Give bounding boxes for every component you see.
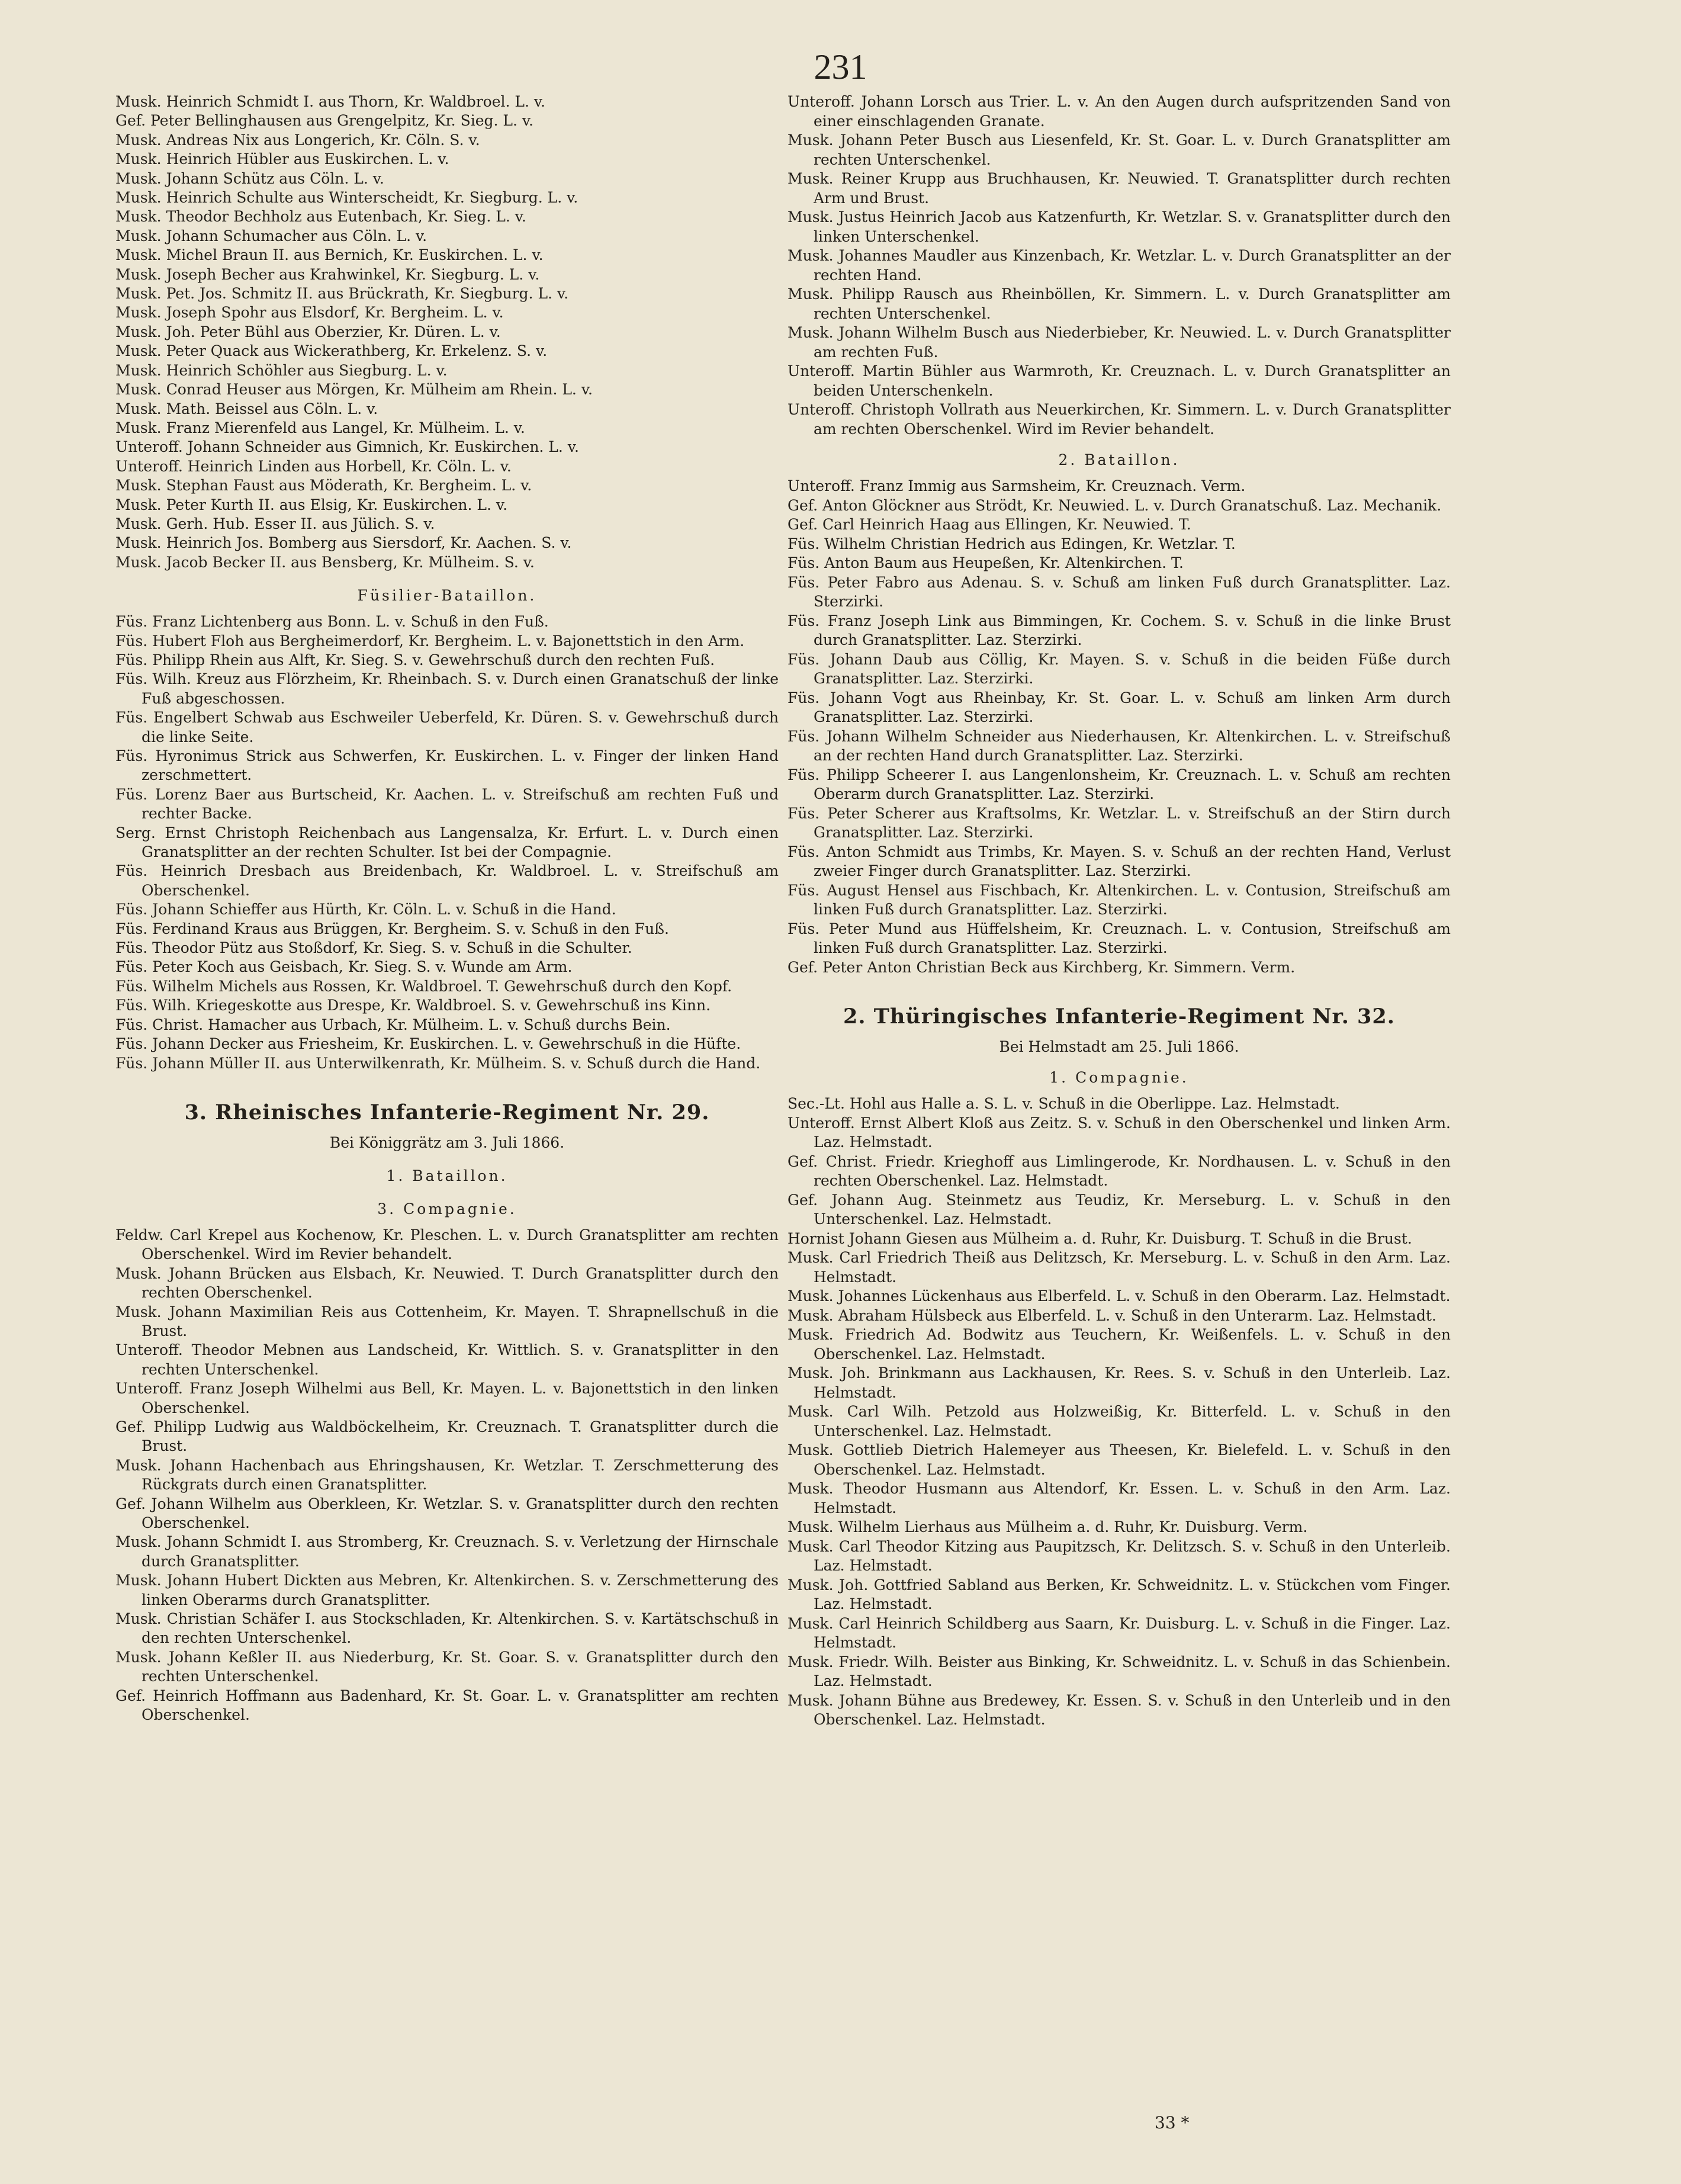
casualty-entry: Füs. Wilhelm Michels aus Rossen, Kr. Waldbroel. T. Gewehrschuß durch den Kopf. <box>115 977 732 995</box>
casualty-entry: Füs. Johann Decker aus Friesheim, Kr. Euskirchen. L. v. Gewehrschuß in die Hüfte. <box>115 1035 741 1053</box>
casualty-entry: Musk. Peter Kurth II. aus Elsig, Kr. Euskirchen. L. v. <box>115 496 508 513</box>
casualty-entry: Füs. Philipp Scheerer I. aus Langenlonsheim, Kr. Creuznach. L. v. Schuß am rechten Oberarm durch Granatsplitter. Laz. Sterzirki. <box>788 766 1451 802</box>
casualty-entry: Füs. Franz Lichtenberg aus Bonn. L. v. Schuß in den Fuß. <box>115 613 549 631</box>
casualty-entry: Musk. Johann Bühne aus Bredewey, Kr. Essen. S. v. Schuß in den Unterleib und in den Oberschenkel. Laz. Helmstadt. <box>788 1691 1451 1728</box>
battalion-2-heading: 2. Bataillon. <box>1058 451 1180 468</box>
casualty-entry: Füs. Hyronimus Strick aus Schwerfen, Kr. Euskirchen. L. v. Finger der linken Hand zerschmettert. <box>115 747 779 784</box>
casualty-entry: Füs. Heinrich Dresbach aus Breidenbach, Kr. Waldbroel. L. v. Streifschuß am Oberschenkel. <box>115 862 779 899</box>
casualty-entry: Musk. Peter Quack aus Wickerathberg, Kr. Erkelenz. S. v. <box>115 342 548 360</box>
casualty-entry: Musk. Friedr. Wilh. Beister aus Binking, Kr. Schweidnitz. L. v. Schuß in das Schienbein. Laz. Helmstadt. <box>788 1653 1451 1690</box>
casualty-entry: Feldw. Carl Krepel aus Kochenow, Kr. Pleschen. L. v. Durch Granatsplitter am rechten Oberschenkel. Wird im Revier behandelt. <box>115 1226 779 1263</box>
casualty-entry: Musk. Joh. Brinkmann aus Lackhausen, Kr. Rees. S. v. Schuß in den Unterleib. Laz. Helmstadt. <box>788 1364 1451 1401</box>
right-column <box>788 92 1451 1730</box>
casualty-entry: Füs. Wilh. Kriegeskotte aus Drespe, Kr. Waldbroel. S. v. Gewehrschuß ins Kinn. <box>115 997 711 1014</box>
casualty-entry: Musk. Philipp Rausch aus Rheinböllen, Kr. Simmern. L. v. Durch Granatsplitter am rechten Unterschenkel. <box>788 285 1451 322</box>
casualty-entry: Musk. Johann Schumacher aus Cöln. L. v. <box>115 227 428 245</box>
casualty-entry: Musk. Pet. Jos. Schmitz II. aus Brückrath, Kr. Siegburg. L. v. <box>115 285 569 303</box>
fusilier-battalion-heading: Füsilier-Bataillon. <box>357 587 537 605</box>
casualty-entry: Musk. Wilhelm Lierhaus aus Mülheim a. d. Ruhr, Kr. Duisburg. Verm. <box>788 1518 1308 1536</box>
casualty-entry: Musk. Franz Mierenfeld aus Langel, Kr. Mülheim. L. v. <box>115 419 525 436</box>
casualty-entry: Füs. Lorenz Baer aus Burtscheid, Kr. Aachen. L. v. Streifschuß am rechten Fuß und rechter Backe. <box>115 785 779 823</box>
casualty-entry: Musk. Heinrich Schmidt I. aus Thorn, Kr. Waldbroel. L. v. <box>115 93 546 110</box>
casualty-entry: Gef. Peter Bellinghausen aus Grengelpitz, Kr. Sieg. L. v. <box>115 112 533 130</box>
casualty-entry: Musk. Johann Hachenbach aus Ehringshausen, Kr. Wetzlar. T. Zerschmetterung des Rückgrats durch einen Granatsplitter. <box>115 1456 779 1494</box>
casualty-entry: Füs. Anton Schmidt aus Trimbs, Kr. Mayen. S. v. Schuß an der rechten Hand, Verlust zweier Finger durch Granatsplitter. Laz. Sterzirki. <box>788 843 1451 879</box>
casualty-entry: Musk. Joseph Becher aus Krahwinkel, Kr. Siegburg. L. v. <box>115 265 540 283</box>
casualty-entry: Musk. Johann Wilhelm Busch aus Niederbieber, Kr. Neuwied. L. v. Durch Granatsplitter am rechten Fuß. <box>788 324 1451 361</box>
casualty-entry: Musk. Abraham Hülsbeck aus Elberfeld. L. v. Schuß in den Unterarm. Laz. Helmstadt. <box>788 1306 1436 1324</box>
casualty-entry: Füs. Hubert Floh aus Bergheimerdorf, Kr. Bergheim. L. v. Bajonettstich in den Arm. <box>115 632 745 650</box>
casualty-entry: Füs. Franz Joseph Link aus Bimmingen, Kr. Cochem. S. v. Schuß in die linke Brust durch Granatsplitter. Laz. Sterzirki. <box>788 612 1451 648</box>
casualty-entry: Unteroff. Johann Schneider aus Gimnich, Kr. Euskirchen. L. v. <box>115 438 579 456</box>
casualty-entry: Gef. Heinrich Hoffmann aus Badenhard, Kr. St. Goar. L. v. Granatsplitter am rechten Oberschenkel. <box>115 1687 779 1724</box>
casualty-entry: Füs. Johann Schieffer aus Hürth, Kr. Cöln. L. v. Schuß in die Hand. <box>115 901 616 918</box>
casualty-entry: Gef. Christ. Friedr. Krieghoff aus Limlingerode, Kr. Nordhausen. L. v. Schuß in den rechten Oberschenkel. Laz. Helmstadt. <box>788 1152 1451 1189</box>
casualty-list-continued <box>788 92 1451 439</box>
casualty-entry: Musk. Johann Hubert Dickten aus Mebren, Kr. Altenkirchen. S. v. Zerschmetterung des linken Oberarms durch Granatsplitter. <box>115 1572 779 1608</box>
casualty-entry: Musk. Johann Peter Busch aus Liesenfeld, Kr. St. Goar. L. v. Durch Granatsplitter am rechten Unterschenkel. <box>788 131 1451 168</box>
casualty-entry: Füs. Johann Wilhelm Schneider aus Niederhausen, Kr. Altenkirchen. L. v. Streifschuß an der rechten Hand durch Granatsplitter. Laz. Sterzirki. <box>788 727 1451 764</box>
casualty-entry: Musk. Math. Beissel aus Cöln. L. v. <box>115 400 378 417</box>
battle-info-helmstadt: Bei Helmstadt am 25. Juli 1866. <box>999 1038 1239 1055</box>
casualty-entry: Musk. Joseph Spohr aus Elsdorf, Kr. Bergheim. L. v. <box>115 304 504 322</box>
casualty-entry: Musk. Heinrich Hübler aus Euskirchen. L. v. <box>115 150 449 168</box>
casualty-entry: Sec.-Lt. Hohl aus Halle a. S. L. v. Schuß in die Oberlippe. Laz. Helmstadt. <box>788 1095 1340 1112</box>
battalion-2-casualty-list <box>788 477 1451 977</box>
battalion-1-heading: 1. Bataillon. <box>386 1167 508 1184</box>
casualty-entry: Unteroff. Johann Lorsch aus Trier. L. v. An den Augen durch aufspritzenden Sand von einer einschlagenden Granate. <box>788 93 1451 130</box>
casualty-entry: Musk. Reiner Krupp aus Bruchhausen, Kr. Neuwied. T. Granatsplitter durch rechten Arm und Brust. <box>788 170 1451 207</box>
casualty-entry: Musk. Heinrich Schöhler aus Siegburg. L. v. <box>115 361 448 379</box>
left-column <box>115 92 779 1724</box>
casualty-entry: Musk. Andreas Nix aus Longerich, Kr. Cöln. S. v. <box>115 131 480 149</box>
casualty-entry: Füs. Philipp Rhein aus Alft, Kr. Sieg. S. v. Gewehrschuß durch den rechten Fuß. <box>115 651 715 669</box>
casualty-entry: Musk. Johannes Lückenhaus aus Elberfeld. L. v. Schuß in den Oberarm. Laz. Helmstadt. <box>788 1287 1451 1305</box>
casualty-entry: Musk. Justus Heinrich Jacob aus Katzenfurth, Kr. Wetzlar. S. v. Granatsplitter durch den linken Unterschenkel. <box>788 208 1451 245</box>
casualty-entry: Unteroff. Martin Bühler aus Warmroth, Kr. Creuznach. L. v. Durch Granatsplitter an beiden Unterschenkeln. <box>788 362 1451 399</box>
casualty-entry: Unteroff. Heinrich Linden aus Horbell, Kr. Cöln. L. v. <box>115 457 512 475</box>
casualty-entry: Musk. Carl Heinrich Schildberg aus Saarn, Kr. Duisburg. L. v. Schuß in die Finger. Laz. Helmstadt. <box>788 1614 1451 1651</box>
casualty-entry: Musk. Carl Theodor Kitzing aus Paupitzsch, Kr. Delitzsch. S. v. Schuß in den Unterleib. Laz. Helmstadt. <box>788 1537 1451 1574</box>
casualty-entry: Gef. Carl Heinrich Haag aus Ellingen, Kr. Neuwied. T. <box>788 516 1191 533</box>
casualty-entry: Musk. Johann Keßler II. aus Niederburg, Kr. St. Goar. S. v. Granatsplitter durch den rechten Unterschenkel. <box>115 1648 779 1685</box>
signature-mark: 33 * <box>1155 2113 1190 2132</box>
casualty-entry: Füs. Anton Baum aus Heupeßen, Kr. Altenkirchen. T. <box>788 554 1184 571</box>
company-3-heading: 3. Compagnie. <box>377 1200 517 1218</box>
casualty-entry: Füs. Johann Vogt aus Rheinbay, Kr. St. Goar. L. v. Schuß am linken Arm durch Granatsplitter. Laz. Sterzirki. <box>788 689 1451 725</box>
casualty-entry: Füs. Peter Scherer aus Kraftsolms, Kr. Wetzlar. L. v. Streifschuß an der Stirn durch Granatsplitter. Laz. Sterzirki. <box>788 804 1451 841</box>
casualty-entry: Musk. Theodor Bechholz aus Eutenbach, Kr. Sieg. L. v. <box>115 208 526 226</box>
casualty-entry: Füs. Peter Mund aus Hüffelsheim, Kr. Creuznach. L. v. Contusion, Streifschuß am linken Fuß durch Granatsplitter. Laz. Sterzirki. <box>788 920 1451 956</box>
casualty-entry: Musk. Theodor Husmann aus Altendorf, Kr. Essen. L. v. Schuß in den Arm. Laz. Helmstadt. <box>788 1480 1451 1517</box>
casualty-entry: Musk. Christian Schäfer I. aus Stockschladen, Kr. Altenkirchen. S. v. Kartätschschuß in den rechten Unterschenkel. <box>115 1610 779 1647</box>
casualty-entry: Unteroff. Franz Immig aus Sarmsheim, Kr. Creuznach. Verm. <box>788 477 1246 494</box>
casualty-entry: Musk. Gottlieb Dietrich Halemeyer aus Theesen, Kr. Bielefeld. L. v. Schuß in den Oberschenkel. Laz. Helmstadt. <box>788 1441 1451 1478</box>
casualty-entry: Musk. Johann Schütz aus Cöln. L. v. <box>115 169 384 187</box>
casualty-entry: Musk. Heinrich Schulte aus Winterscheidt, Kr. Siegburg. L. v. <box>115 189 578 207</box>
company-3-casualty-list <box>115 1226 779 1725</box>
casualty-entry: Füs. Ferdinand Kraus aus Brüggen, Kr. Bergheim. S. v. Schuß in den Fuß. <box>115 920 669 937</box>
casualty-entry: Füs. Peter Fabro aus Adenau. S. v. Schuß am linken Fuß durch Granatsplitter. Laz. Sterzirki. <box>788 573 1451 610</box>
casualty-entry: Musk. Heinrich Jos. Bomberg aus Siersdorf, Kr. Aachen. S. v. <box>115 534 572 552</box>
casualty-entry: Unteroff. Christoph Vollrath aus Neuerkirchen, Kr. Simmern. L. v. Durch Granatsplitter am rechten Oberschenkel. Wird im Revier behandelt. <box>788 401 1451 438</box>
casualty-entry: Gef. Johann Aug. Steinmetz aus Teudiz, Kr. Merseburg. L. v. Schuß in den Unterschenkel. Laz. Helmstadt. <box>788 1191 1451 1228</box>
casualty-entry: Füs. Wilhelm Christian Hedrich aus Edingen, Kr. Wetzlar. T. <box>788 535 1236 553</box>
casualty-entry: Musk. Johannes Maudler aus Kinzenbach, Kr. Wetzlar. L. v. Durch Granatsplitter an der rechten Hand. <box>788 247 1451 284</box>
regiment-29-heading: 3. Rheinisches Infanterie-Regiment Nr. 29. <box>184 1100 710 1125</box>
casualty-entry: Gef. Anton Glöckner aus Strödt, Kr. Neuwied. L. v. Durch Granatschuß. Laz. Mechanik. <box>788 496 1442 514</box>
casualty-entry: Musk. Gerh. Hub. Esser II. aus Jülich. S. v. <box>115 515 435 532</box>
casualty-entry: Füs. August Hensel aus Fischbach, Kr. Altenkirchen. L. v. Contusion, Streifschuß am linken Fuß durch Granatsplitter. Laz. Sterzirki. <box>788 881 1451 918</box>
casualty-entry: Musk. Johann Schmidt I. aus Stromberg, Kr. Creuznach. S. v. Verletzung der Hirnschale durch Granatsplitter. <box>115 1533 779 1570</box>
casualty-list-first-part <box>115 92 779 572</box>
casualty-entry: Serg. Ernst Christoph Reichenbach aus Langensalza, Kr. Erfurt. L. v. Durch einen Granatsplitter an der rechten Schulter. Ist bei der Compagnie. <box>115 824 779 861</box>
casualty-entry: Musk. Johann Brücken aus Elsbach, Kr. Neuwied. T. Durch Granatsplitter durch den rechten Oberschenkel. <box>115 1264 779 1302</box>
casualty-entry: Unteroff. Ernst Albert Kloß aus Zeitz. S. v. Schuß in den Oberschenkel und linken Arm. Laz. Helmstadt. <box>788 1114 1451 1151</box>
casualty-entry: Musk. Joh. Gottfried Sabland aus Berken, Kr. Schweidnitz. L. v. Stückchen vom Finger. Laz. Helmstadt. <box>788 1576 1451 1613</box>
casualty-entry: Gef. Johann Wilhelm aus Oberkleen, Kr. Wetzlar. S. v. Granatsplitter durch den rechten Oberschenkel. <box>115 1495 779 1531</box>
casualty-entry: Füs. Theodor Pütz aus Stoßdorf, Kr. Sieg. S. v. Schuß in die Schulter. <box>115 939 632 957</box>
casualty-entry: Musk. Conrad Heuser aus Mörgen, Kr. Mülheim am Rhein. L. v. <box>115 381 593 399</box>
casualty-entry: Musk. Carl Wilh. Petzold aus Holzweißig, Kr. Bitterfeld. L. v. Schuß in den Unterschenkel. Laz. Helmstadt. <box>788 1403 1451 1440</box>
casualty-entry: Musk. Jacob Becker II. aus Bensberg, Kr. Mülheim. S. v. <box>115 553 535 571</box>
casualty-entry: Musk. Johann Maximilian Reis aus Cottenheim, Kr. Mayen. T. Shrapnellschuß in die Brust. <box>115 1303 779 1340</box>
company-1-casualty-list <box>788 1094 1451 1730</box>
casualty-entry: Füs. Christ. Hamacher aus Urbach, Kr. Mülheim. L. v. Schuß durchs Bein. <box>115 1016 671 1033</box>
casualty-entry: Füs. Engelbert Schwab aus Eschweiler Ueberfeld, Kr. Düren. S. v. Gewehrschuß durch die linke Seite. <box>115 709 779 746</box>
casualty-entry: Unteroff. Franz Joseph Wilhelmi aus Bell, Kr. Mayen. L. v. Bajonettstich in den linken Oberschenkel. <box>115 1380 779 1417</box>
casualty-entry: Musk. Michel Braun II. aus Bernich, Kr. Euskirchen. L. v. <box>115 246 544 264</box>
casualty-entry: Füs. Johann Müller II. aus Unterwilkenrath, Kr. Mülheim. S. v. Schuß durch die Hand. <box>115 1054 761 1072</box>
casualty-entry: Füs. Peter Koch aus Geisbach, Kr. Sieg. S. v. Wunde am Arm. <box>115 958 573 976</box>
casualty-entry: Füs. Johann Daub aus Cöllig, Kr. Mayen. S. v. Schuß in die beiden Füße durch Granatsplitter. Laz. Sterzirki. <box>788 650 1451 687</box>
casualty-entry: Musk. Stephan Faust aus Möderath, Kr. Bergheim. L. v. <box>115 477 532 494</box>
battle-info-koeniggraetz: Bei Königgrätz am 3. Juli 1866. <box>329 1133 565 1151</box>
casualty-entry: Hornist Johann Giesen aus Mülheim a. d. Ruhr, Kr. Duisburg. T. Schuß in die Brust. <box>788 1229 1412 1247</box>
casualty-entry: Gef. Philipp Ludwig aus Waldböckelheim, Kr. Creuznach. T. Granatsplitter durch die Brust. <box>115 1418 779 1455</box>
casualty-entry: Füs. Wilh. Kreuz aus Flörzheim, Kr. Rheinbach. S. v. Durch einen Granatschuß der linke Fuß abgeschossen. <box>115 670 779 707</box>
casualty-entry: Musk. Joh. Peter Bühl aus Oberzier, Kr. Düren. L. v. <box>115 323 501 341</box>
casualty-entry: Unteroff. Theodor Mebnen aus Landscheid, Kr. Wittlich. S. v. Granatsplitter in den rechten Unterschenkel. <box>115 1341 779 1378</box>
regiment-32-heading: 2. Thüringisches Infanterie-Regiment Nr. 32. <box>843 1004 1395 1029</box>
casualty-entry: Gef. Peter Anton Christian Beck aus Kirchberg, Kr. Simmern. Verm. <box>788 958 1296 976</box>
company-1-heading: 1. Compagnie. <box>1049 1069 1189 1086</box>
casualty-entry: Musk. Friedrich Ad. Bodwitz aus Teuchern, Kr. Weißenfels. L. v. Schuß in den Oberschenkel. Laz. Helmstadt. <box>788 1326 1451 1363</box>
casualty-entry: Musk. Carl Friedrich Theiß aus Delitzsch, Kr. Merseburg. L. v. Schuß in den Arm. Laz. Helmstadt. <box>788 1249 1451 1286</box>
fusilier-casualty-list <box>115 612 779 1073</box>
page-number: 231 <box>814 47 867 86</box>
